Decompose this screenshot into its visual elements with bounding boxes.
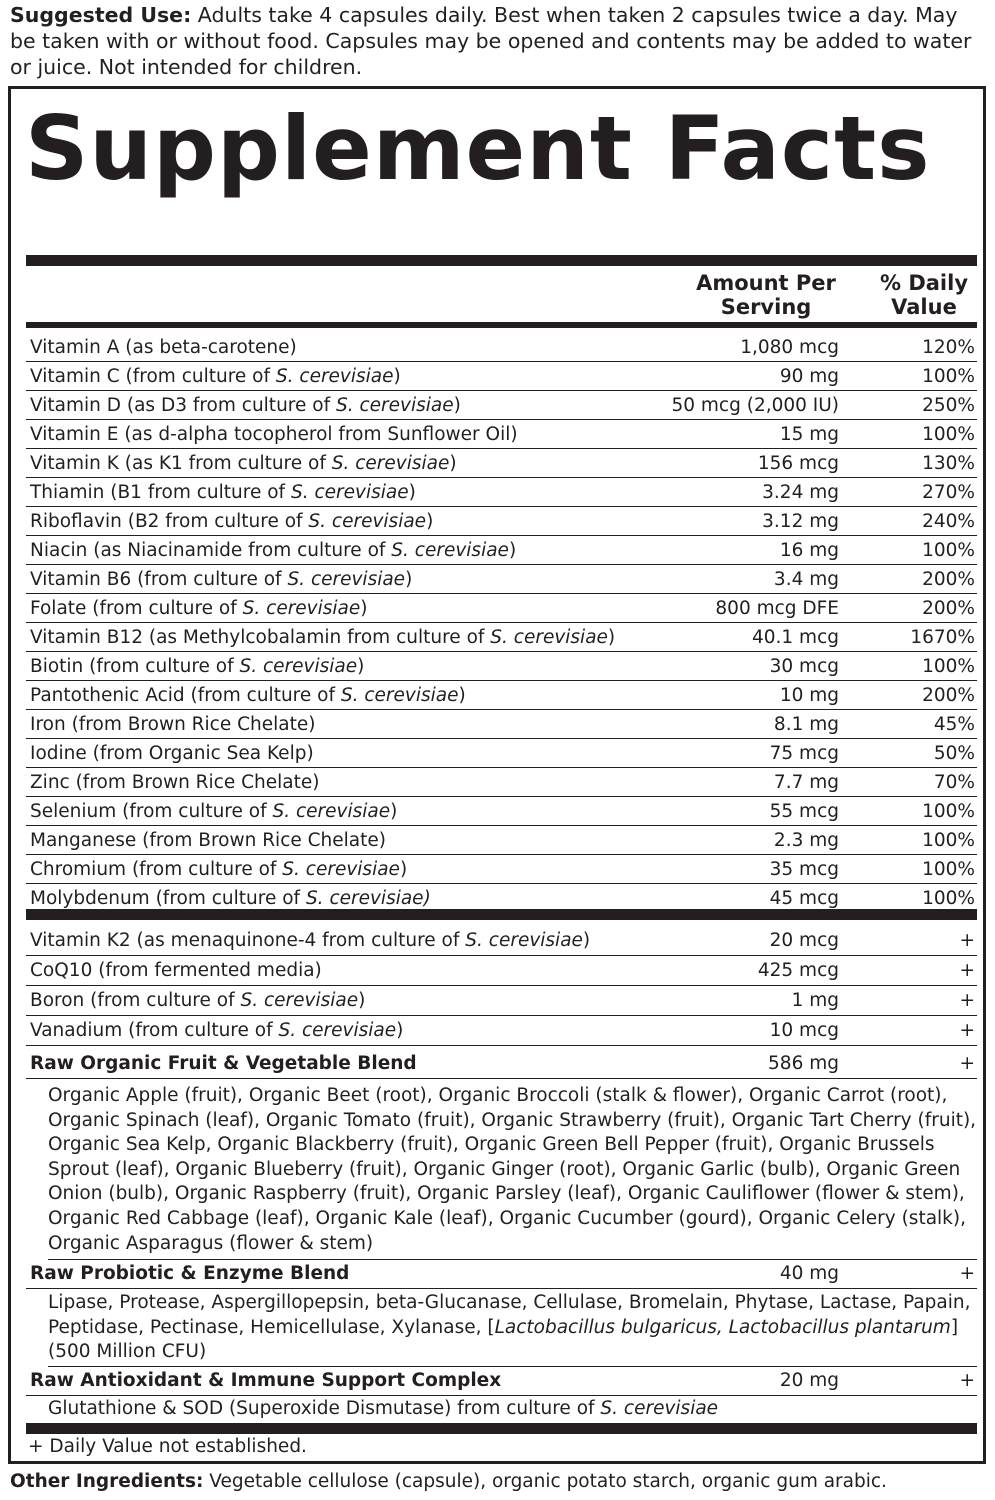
- blend-name: Raw Probiotic & Enzyme Blend: [30, 1263, 350, 1284]
- header-amount: Amount Per Serving: [696, 271, 836, 319]
- supplement-facts-panel: [8, 86, 986, 1464]
- nutrient-name-end: ): [396, 1020, 404, 1041]
- nutrient-name: [30, 594, 368, 623]
- nutrient-name-text: Manganese (from Brown Rice Chelate): [30, 830, 386, 851]
- nutrient-name-end: ): [458, 685, 466, 706]
- nutrient-row: [26, 855, 977, 884]
- ingredients-text: Lipase, Protease, Aspergillopepsin, beta-Glucanase, Cellulase, Bromelain, Phytase, Lactase, Papain, Peptidase, Pectinase, Hemicellulase, Xylanase, [: [48, 1292, 971, 1338]
- nutrient-amount: 35 mcg: [769, 859, 839, 880]
- nutrient-row: [26, 768, 977, 797]
- nutrient-row: [26, 710, 977, 739]
- ingredients-italic: Lactobacillus bulgaricus, Lactobacillus plantarum: [494, 1316, 951, 1338]
- nutrient-row: [26, 623, 977, 652]
- section-rule: [26, 909, 977, 920]
- nutrient-name-text: Molybdenum (from culture of: [30, 888, 306, 909]
- nutrient-name: [30, 623, 615, 652]
- nutrient-daily-value: 100%: [922, 656, 975, 677]
- nutrient-name-end: ): [357, 656, 365, 677]
- panel-title: Supplement Facts: [25, 97, 931, 200]
- other-nutrient-row: [26, 956, 977, 986]
- blend-fruit-veg-ingredients: Organic Apple (fruit), Organic Beet (root), Organic Broccoli (stalk & flower), Organic Carrot (root), Organic Spinach (leaf), Organic Tomato (fruit), Organic Strawberry (fruit), Organic Tart Cherry (fruit), Organic Sea Kelp, Organic Blackberry (fruit), Organic Green Bell Pepper (fruit), Organic Brussels Sprout (leaf), Organic Blueberry (fruit), Organic Ginger (root), Organic Garlic (bulb), Organic Green Onion (bulb), Organic Raspberry (fruit), Organic Parsley (leaf), Organic Cauliflower (flower & stem), Organic Red Cabbage (leaf), Organic Kale (leaf), Organic Cucumber (gourd), Organic Celery (stalk), Organic Asparagus (flower & stem): [48, 1082, 977, 1260]
- nutrient-name: [30, 1016, 403, 1046]
- nutrient-name-italic: S. cerevisiae: [239, 656, 358, 677]
- blend-amount: 20 mg: [779, 1370, 839, 1391]
- nutrient-name-text: Iodine (from Organic Sea Kelp): [30, 743, 314, 764]
- nutrient-name-text: Riboflavin (B2 from culture of: [30, 511, 309, 532]
- nutrient-name-end: ): [607, 627, 616, 648]
- nutrient-daily-value: 100%: [922, 888, 975, 909]
- nutrient-name-text: Thiamin (B1 from culture of: [30, 482, 291, 503]
- nutrient-name: [30, 986, 365, 1016]
- nutrient-amount: 10 mcg: [769, 1020, 839, 1041]
- nutrient-row: [26, 362, 977, 391]
- nutrient-daily-value: 250%: [922, 395, 975, 416]
- nutrient-row: [26, 652, 977, 681]
- nutrient-name-italic: S. cerevisiae: [282, 859, 400, 880]
- nutrient-amount: 40.1 mcg: [751, 627, 839, 648]
- nutrient-amount: 800 mcg DFE: [715, 598, 839, 619]
- nutrient-daily-value: 240%: [922, 511, 975, 532]
- nutrient-amount: 20 mcg: [769, 930, 839, 951]
- nutrient-name-italic: S. cerevisiae: [308, 511, 427, 532]
- nutrient-daily-value: 100%: [922, 859, 975, 880]
- nutrient-name-end: ): [449, 453, 457, 474]
- ingredients-italic: S. cerevisiae: [600, 1398, 719, 1419]
- nutrient-name: [30, 768, 319, 797]
- nutrient-daily-value: 45%: [933, 714, 975, 735]
- nutrient-name: [30, 391, 461, 420]
- nutrient-name: [30, 507, 433, 536]
- nutrient-name-end: ): [453, 395, 461, 416]
- nutrient-name-end: ): [390, 801, 398, 822]
- nutrient-daily-value: 100%: [922, 424, 975, 445]
- nutrient-name-text: Vitamin C (from culture of: [30, 366, 276, 387]
- nutrient-name: [30, 565, 412, 594]
- nutrient-name: [30, 681, 466, 710]
- nutrient-daily-value: 200%: [922, 685, 975, 706]
- nutrient-name-end: ): [399, 859, 408, 880]
- nutrient-amount: 156 mcg: [757, 453, 839, 474]
- blend-name: Raw Antioxidant & Immune Support Complex: [30, 1370, 502, 1391]
- nutrient-name: [30, 956, 322, 986]
- nutrient-row: [26, 826, 977, 855]
- nutrient-amount: 8.1 mg: [773, 714, 839, 735]
- nutrient-name: [30, 652, 364, 681]
- nutrient-name-italic: S. cerevisiae: [272, 801, 391, 822]
- nutrient-name-text: Vitamin E (as d-alpha tocopherol from Sunflower Oil): [30, 424, 518, 445]
- other-nutrient-row: [26, 926, 977, 956]
- nutrient-row: [26, 391, 977, 420]
- nutrient-row: [26, 478, 977, 507]
- nutrient-name-text: Vitamin D (as D3 from culture of: [30, 395, 336, 416]
- blend-probiotic-row: [26, 1259, 977, 1289]
- suggested-use-text: Adults take 4 capsules daily. Best when taken 2 capsules twice a day. May be taken with or without food. Capsules may be opened and contents may be added to water or juice. Not intended for children.: [10, 3, 972, 79]
- nutrient-amount: 7.7 mg: [773, 772, 839, 793]
- nutrient-row: [26, 536, 977, 565]
- nutrient-name-italic: S. cerevisiae: [240, 990, 359, 1011]
- nutrient-name: [30, 362, 401, 391]
- other-nutrient-row: [26, 1016, 977, 1046]
- blend-daily-value: +: [959, 1053, 975, 1074]
- nutrient-name-end: ): [408, 482, 416, 503]
- blend-amount: 40 mg: [779, 1263, 839, 1284]
- nutrient-amount: 30 mcg: [769, 656, 839, 677]
- nutrient-daily-value: 100%: [922, 830, 975, 851]
- nutrient-daily-value: +: [959, 960, 975, 981]
- nutrient-name-text: Zinc (from Brown Rice Chelate): [30, 772, 320, 793]
- header-daily-value: % Daily Value: [879, 271, 969, 319]
- nutrient-daily-value: 130%: [922, 453, 975, 474]
- nutrient-row: [26, 565, 977, 594]
- nutrient-row: [26, 420, 977, 449]
- nutrient-name-end: ): [582, 930, 591, 951]
- bottom-rule: [26, 1423, 977, 1434]
- nutrient-name-text: Chromium (from culture of: [30, 859, 283, 880]
- nutrient-name-end: ): [508, 540, 517, 561]
- nutrient-name-italic: S. cerevisiae: [290, 482, 409, 503]
- nutrient-daily-value: 50%: [933, 743, 975, 764]
- suggested-use-label: Suggested Use:: [10, 3, 192, 27]
- nutrient-amount: 1,080 mcg: [740, 337, 839, 358]
- nutrient-name-italic: S. cerevisiae: [391, 540, 509, 561]
- ingredients-text: Glutathione & SOD (Superoxide Dismutase) from culture of: [48, 1398, 601, 1419]
- nutrient-amount: 425 mcg: [757, 960, 839, 981]
- nutrient-name-end: ): [393, 366, 401, 387]
- nutrient-name: [30, 420, 518, 449]
- nutrient-name-text: Vanadium (from culture of: [30, 1020, 279, 1041]
- blend-fruit-veg-row: [26, 1049, 977, 1079]
- nutrient-daily-value: 70%: [933, 772, 975, 793]
- nutrient-name-text: Boron (from culture of: [30, 990, 241, 1011]
- ingredients-text-end: ] (500 Million CFU): [48, 1316, 959, 1363]
- nutrient-name-text: Vitamin K (as K1 from culture of: [30, 453, 332, 474]
- nutrient-row: [26, 681, 977, 710]
- nutrient-amount: 55 mcg: [769, 801, 839, 822]
- nutrient-name-text: Folate (from culture of: [30, 598, 243, 619]
- blend-probiotic-ingredients: [48, 1290, 977, 1367]
- nutrient-name: [30, 536, 516, 565]
- nutrient-daily-value: 100%: [922, 540, 975, 561]
- nutrient-daily-value: 100%: [922, 801, 975, 822]
- nutrient-row: [26, 797, 977, 826]
- nutrient-name: [30, 826, 386, 855]
- nutrient-name-text: Iron (from Brown Rice Chelate): [30, 714, 316, 735]
- header-rule: [26, 322, 977, 328]
- nutrient-name: [30, 797, 397, 826]
- nutrient-name-end: ): [360, 598, 368, 619]
- other-ingredients-label: Other Ingredients:: [10, 1471, 204, 1492]
- nutrient-name-text: Niacin (as Niacinamide from culture of: [30, 540, 392, 561]
- nutrient-name-text: Vitamin B6 (from culture of: [30, 569, 288, 590]
- top-rule: [26, 255, 977, 266]
- nutrient-amount: 3.24 mg: [762, 482, 839, 503]
- nutrient-name: [30, 710, 315, 739]
- nutrient-name-text: Vitamin K2 (as menaquinone-4 from culture of: [30, 930, 466, 951]
- nutrient-amount: 45 mcg: [769, 888, 839, 909]
- nutrient-name-italic: S. cerevisiae: [287, 569, 406, 590]
- nutrient-row: [26, 739, 977, 768]
- nutrient-name: [30, 478, 416, 507]
- nutrient-name: [30, 739, 314, 768]
- nutrient-name-italic: S. cerevisiae: [465, 930, 583, 951]
- nutrient-name-italic: S. cerevisiae: [331, 453, 450, 474]
- nutrient-name-end: ): [426, 511, 434, 532]
- nutrient-name-text: Biotin (from culture of: [30, 656, 240, 677]
- nutrient-name-end: ): [405, 569, 413, 590]
- other-ingredients: [10, 1468, 887, 1496]
- nutrient-name-italic: S. cerevisiae: [278, 1020, 397, 1041]
- blend-daily-value: +: [959, 1263, 975, 1284]
- nutrient-name-italic: S. cerevisiae): [305, 888, 431, 909]
- nutrient-name-italic: S. cerevisiae: [242, 598, 361, 619]
- nutrient-amount: 1 mg: [791, 990, 839, 1011]
- nutrient-amount: 16 mg: [779, 540, 839, 561]
- nutrient-name: [30, 449, 457, 478]
- nutrient-name: [30, 333, 297, 362]
- blend-name: Raw Organic Fruit & Vegetable Blend: [30, 1053, 417, 1074]
- nutrient-amount: 3.12 mg: [762, 511, 839, 532]
- nutrient-daily-value: 120%: [922, 337, 975, 358]
- nutrient-daily-value: 100%: [922, 366, 975, 387]
- nutrient-daily-value: 200%: [922, 598, 975, 619]
- nutrient-daily-value: +: [959, 930, 975, 951]
- nutrient-daily-value: +: [959, 990, 975, 1011]
- nutrient-name-text: Vitamin B12 (as Methylcobalamin from culture of: [30, 627, 491, 648]
- nutrient-name-italic: S. cerevisiae: [340, 685, 459, 706]
- nutrient-name-text: Vitamin A (as beta-carotene): [30, 337, 297, 358]
- nutrient-name-italic: S. cerevisiae: [335, 395, 454, 416]
- nutrient-name: [30, 855, 407, 884]
- nutrient-amount: 10 mg: [779, 685, 839, 706]
- other-nutrient-row: [26, 986, 977, 1016]
- nutrient-daily-value: 1670%: [910, 627, 975, 648]
- blend-antioxidant-row: [26, 1366, 977, 1396]
- nutrient-amount: 50 mcg (2,000 IU): [671, 395, 839, 416]
- blend-daily-value: +: [959, 1370, 975, 1391]
- other-ingredients-text: Vegetable cellulose (capsule), organic potato starch, organic gum arabic.: [203, 1471, 887, 1492]
- nutrient-amount: 3.4 mg: [773, 569, 839, 590]
- blend-antioxidant-ingredients: [48, 1397, 977, 1423]
- nutrient-name-text: CoQ10 (from fermented media): [30, 960, 322, 981]
- nutrient-amount: 90 mg: [779, 366, 839, 387]
- nutrient-name-text: Pantothenic Acid (from culture of: [30, 685, 341, 706]
- nutrient-name-end: ): [358, 990, 366, 1011]
- nutrient-name-text: Selenium (from culture of: [30, 801, 273, 822]
- nutrient-amount: 75 mcg: [769, 743, 839, 764]
- nutrient-daily-value: 200%: [922, 569, 975, 590]
- nutrient-name-italic: S. cerevisiae: [490, 627, 608, 648]
- nutrient-row: [26, 594, 977, 623]
- nutrient-amount: 2.3 mg: [773, 830, 839, 851]
- nutrient-daily-value: +: [959, 1020, 975, 1041]
- nutrient-name-italic: S. cerevisiae: [275, 366, 394, 387]
- nutrient-row: [26, 449, 977, 478]
- footnote: + Daily Value not established.: [28, 1436, 307, 1457]
- nutrient-name: [30, 926, 590, 956]
- suggested-use: [10, 2, 985, 80]
- nutrient-amount: 15 mg: [779, 424, 839, 445]
- nutrient-daily-value: 270%: [922, 482, 975, 503]
- nutrient-row: [26, 333, 977, 362]
- blend-amount: 586 mg: [768, 1053, 839, 1074]
- nutrient-row: [26, 507, 977, 536]
